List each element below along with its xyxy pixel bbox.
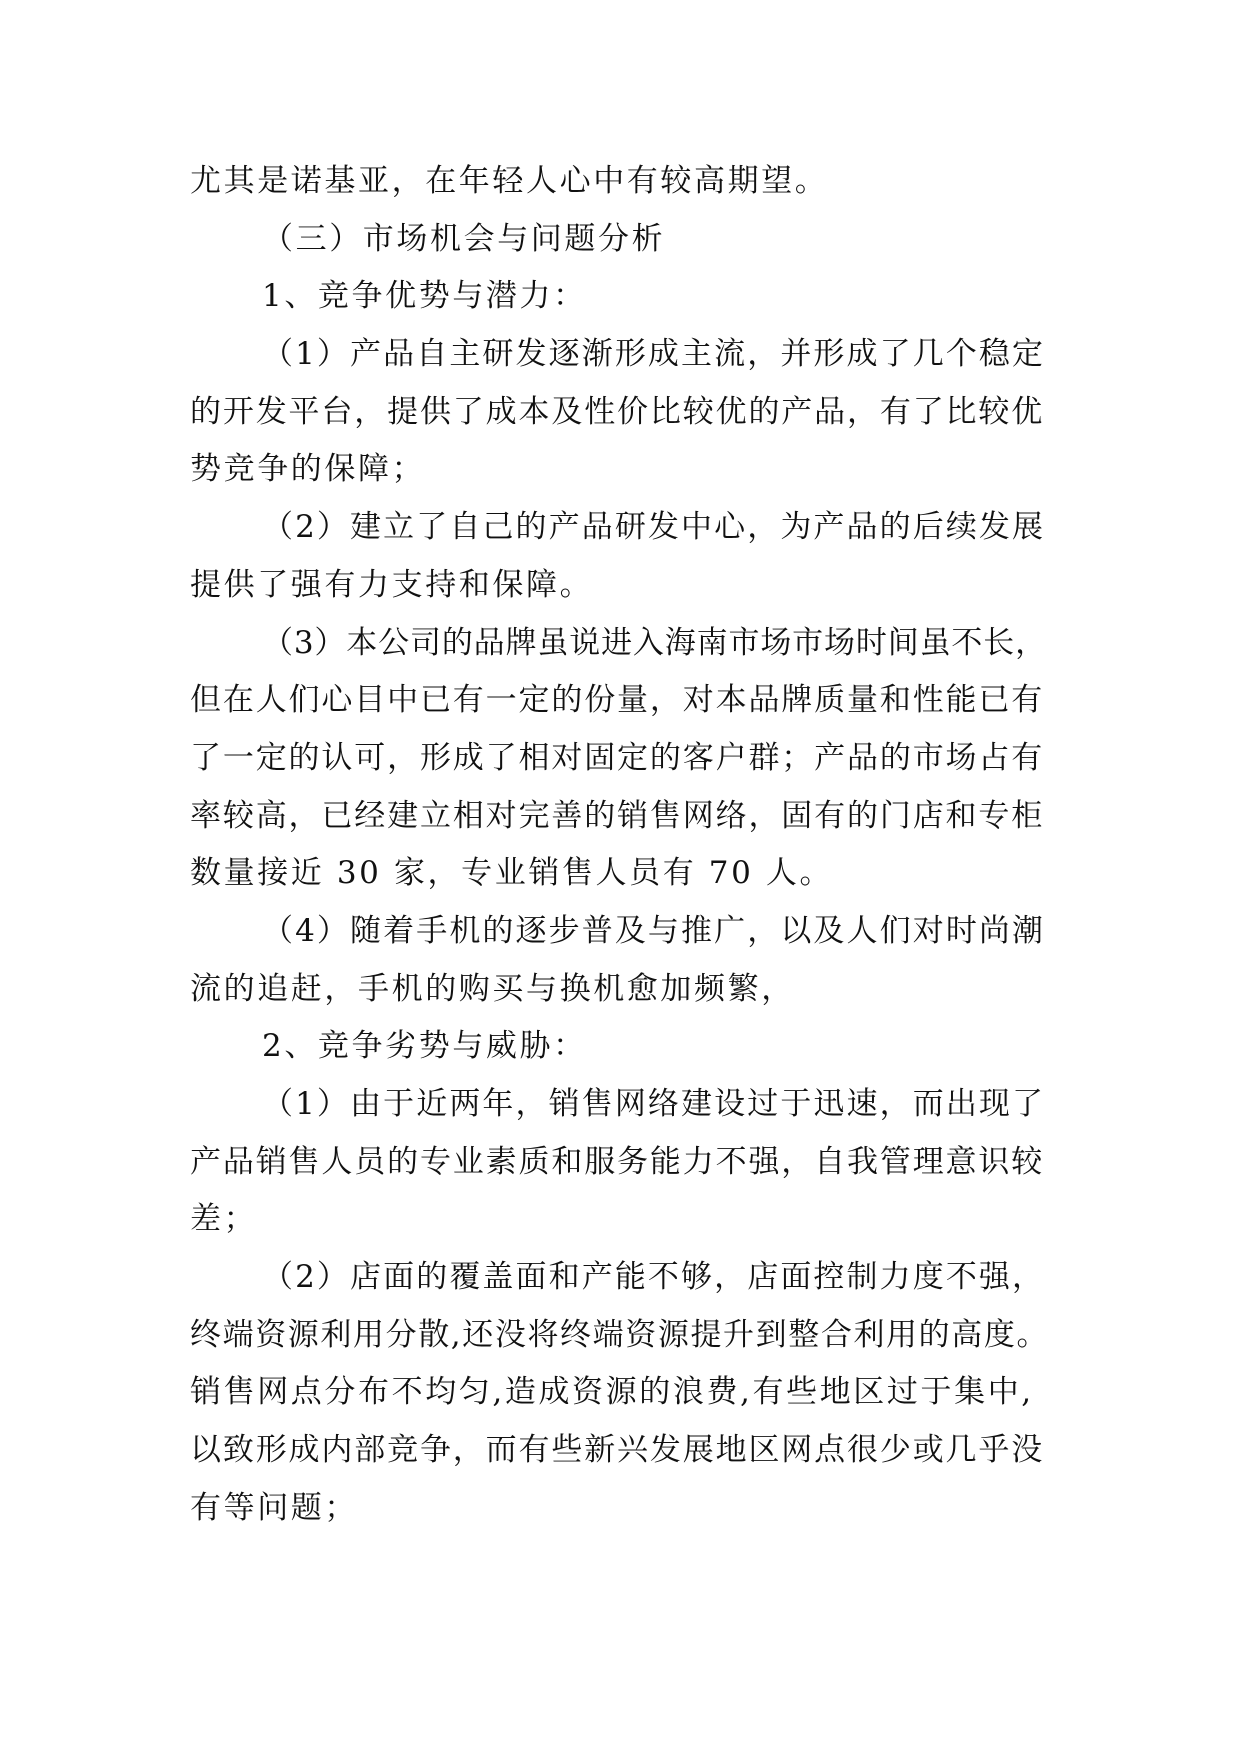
text-line: 尤其是诺基亚，在年轻人心中有较高期望。	[190, 163, 829, 199]
document-body	[190, 153, 1050, 1538]
text-line: 产品销售人员的专业素质和服务能力不强，自我管理意识较	[190, 1143, 1045, 1180]
text-line: （1）产品自主研发逐渐形成主流，并形成了几个稳定	[262, 336, 1046, 373]
text-line: 的开发平台，提供了成本及性价比较优的产品，有了比较优	[190, 393, 1045, 430]
text-line: 率较高，已经建立相对完善的销售网络，固有的门店和专柜	[190, 797, 1045, 834]
text-line: 流的追赶，手机的购买与换机愈加频繁，	[190, 970, 795, 1007]
text-line: 势竞争的保障；	[190, 451, 426, 488]
text-line: （3）本公司的品牌虽说进入海南市场市场时间虽不长，	[262, 624, 1047, 661]
subsection-heading: 1、竞争优势与潜力：	[262, 278, 587, 315]
text-line: 但在人们心目中已有一定的份量，对本品牌质量和性能已有	[190, 682, 1045, 719]
section-heading: （三）市场机会与问题分析	[262, 220, 666, 257]
text-line: （2）店面的覆盖面和产能不够，店面控制力度不强，	[262, 1259, 1046, 1296]
text-line: 差；	[190, 1201, 258, 1238]
text-line: 提供了强有力支持和保障。	[190, 566, 594, 603]
text-line: （1）由于近两年，销售网络建设过于迅速，而出现了	[262, 1086, 1046, 1122]
text-line: 数量接近 30 家，专业销售人员有 70 人。	[190, 855, 834, 892]
text-line: （4）随着手机的逐步普及与推广，以及人们对时尚潮	[262, 912, 1046, 949]
text-line: 以致形成内部竞争，而有些新兴发展地区网点很少或几乎没	[190, 1432, 1045, 1469]
text-line: 终端资源利用分散,还没将终端资源提升到整合利用的高度。	[190, 1316, 1050, 1353]
text-line: 了一定的认可，形成了相对固定的客户群；产品的市场占有	[190, 739, 1045, 776]
text-line: 销售网点分布不均匀,造成资源的浪费,有些地区过于集中,	[190, 1374, 1034, 1411]
text-line: （2）建立了自己的产品研发中心，为产品的后续发展	[262, 509, 1046, 546]
text-line: 有等问题；	[190, 1489, 358, 1526]
subsection-heading: 2、竞争劣势与威胁：	[262, 1028, 587, 1065]
